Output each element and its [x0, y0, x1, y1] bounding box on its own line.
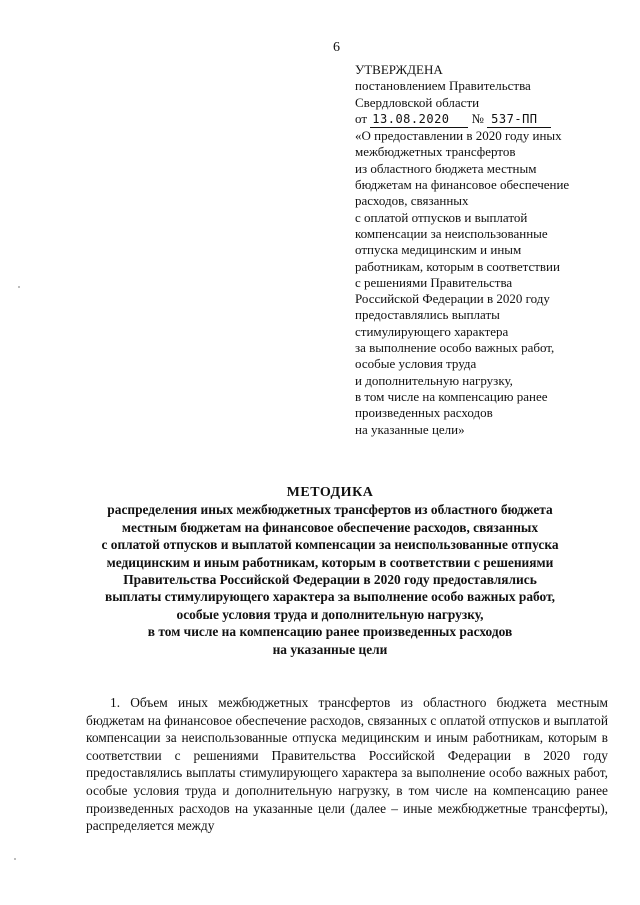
- heading-line: местным бюджетам на финансовое обеспечение расходов, связанных: [121, 519, 539, 535]
- approval-date-line: [355, 111, 625, 128]
- number-prefix: №: [471, 110, 484, 126]
- heading-line: Правительства Российской Федерации в 2020 году предоставлялись: [123, 572, 537, 588]
- approval-block: [355, 62, 625, 438]
- approval-line: из областного бюджета местным: [355, 160, 537, 176]
- approval-line: с оплатой отпусков и выплатой: [355, 209, 528, 225]
- heading-line: в том числе на компенсацию ранее произведенных расходов: [147, 624, 513, 640]
- approval-line: произведенных расходов: [355, 405, 493, 421]
- approval-line: работникам, которым в соответствии: [355, 258, 560, 274]
- heading-line: распределения иных межбюджетных трансфертов из областного бюджета: [107, 502, 553, 518]
- approval-title: УТВЕРЖДЕНА: [355, 62, 443, 77]
- document-heading: [60, 484, 600, 658]
- approval-line: с решениями Правительства: [355, 274, 513, 290]
- approval-line: компенсации за неиспользованные: [355, 225, 548, 241]
- approval-line: Российской Федерации в 2020 году: [355, 291, 550, 307]
- heading-line: на указанные цели: [272, 641, 388, 657]
- approval-number: 537-ПП: [487, 111, 551, 128]
- approval-line: бюджетам на финансовое обеспечение: [355, 177, 570, 193]
- approval-line: в том числе на компенсацию ранее: [355, 388, 548, 404]
- approval-line: за выполнение особо важных работ,: [355, 340, 555, 356]
- scan-speck: [18, 286, 20, 288]
- approval-line: постановлением Правительства: [355, 78, 531, 94]
- heading-line: выплаты стимулирующего характера за выполнение особо важных работ,: [105, 589, 555, 605]
- document-title: МЕТОДИКА: [286, 485, 374, 500]
- approval-line: отпуска медицинским и иным: [355, 242, 522, 258]
- heading-line: особые условия труда и дополнительную нагрузку,: [176, 606, 484, 622]
- heading-line: медицинским и иным работникам, которым в соответствии с решениями: [106, 554, 554, 570]
- approval-line: Свердловской области: [355, 94, 480, 110]
- approval-line: на указанные цели»: [355, 421, 465, 437]
- body-paragraph-1: 1. Объем иных межбюджетных трансфертов из областного бюджета местным бюджетам на финансовое обеспечение расходов, связанных с оплатой отпусков и выплатой компенсации за неиспользованные отпуска медицинским и иным работникам, которым в соответствии с решениями Правительства Российской Федерации в 2020 году предоставлялись выплаты стимулирующего характера за выполнение особо важных работ, особые условия труда и дополнительную нагрузку, в том числе на компенсацию ранее произведенных расходов на указанные цели (далее – иные межбюджетные трансферты), распределяется между: [86, 695, 608, 834]
- approval-line: и дополнительную нагрузку,: [355, 372, 513, 388]
- approval-line: предоставлялись выплаты: [355, 307, 500, 323]
- approval-line: стимулирующего характера: [355, 323, 509, 339]
- scan-speck: [14, 858, 16, 860]
- approval-line: «О предоставлении в 2020 году иных: [355, 128, 562, 144]
- heading-line: с оплатой отпусков и выплатой компенсации за неиспользованные отпуска: [101, 537, 559, 553]
- approval-line: особые условия труда: [355, 356, 477, 372]
- date-prefix: от: [355, 110, 368, 126]
- approval-line: межбюджетных трансфертов: [355, 144, 516, 160]
- page-number: 6: [333, 40, 340, 55]
- approval-date: 13.08.2020: [370, 111, 468, 128]
- approval-line: расходов, связанных: [355, 193, 469, 209]
